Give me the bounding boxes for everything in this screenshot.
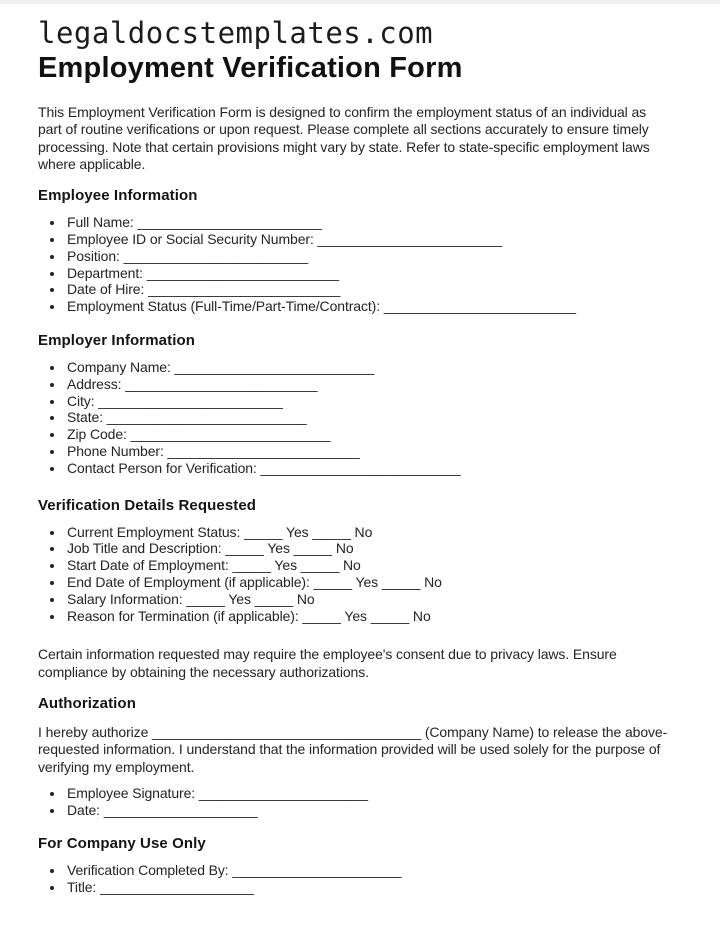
privacy-note-paragraph: Certain information requested may require the employee's consent due to privacy laws. Ensure compliance by obtaining the necessary authorizations.: [38, 646, 617, 680]
company-use-only-heading: For Company Use Only: [38, 835, 206, 853]
form-field-line: • Full Name: ________________________: [65, 214, 672, 231]
form-field-line: • City: ________________________: [65, 393, 672, 410]
section-verification-details: [38, 497, 672, 625]
form-field-line: • Date: ____________________: [65, 802, 672, 819]
employee-information-heading: Employee Information: [38, 187, 198, 205]
section-authorization: [38, 695, 672, 818]
form-field-line: • Department: _________________________: [65, 265, 672, 282]
document-title: Employment Verification Form: [38, 52, 463, 84]
company-use-only-list: [38, 862, 672, 896]
form-field-line: • Start Date of Employment: _____ Yes _____ No: [65, 557, 672, 574]
verification-details-list: [38, 524, 672, 625]
form-field-line: • Phone Number: _________________________: [65, 443, 672, 460]
section-employee-information: [38, 187, 672, 315]
authorization-signature-list: [38, 785, 672, 819]
employer-information-list: [38, 359, 672, 477]
intro-paragraph: This Employment Verification Form is designed to confirm the employment status of an individual as part of routine verifications or upon request. Please complete all sections accurately to ensure timely processing. Note that certain provisions might vary by state. Refer to state-specific employment laws where applicable.: [38, 104, 650, 172]
form-field-line: • Address: _________________________: [65, 376, 672, 393]
document-header: [38, 16, 672, 84]
authorization-heading: Authorization: [38, 694, 136, 712]
form-field-line: • Employee ID or Social Security Number: ________________________: [65, 231, 672, 248]
form-field-line: • Reason for Termination (if applicable): _____ Yes _____ No: [65, 608, 672, 625]
form-field-line: • Contact Person for Verification: __________________________: [65, 460, 672, 477]
form-field-line: • State: __________________________: [65, 409, 672, 426]
form-field-line: • Company Name: __________________________: [65, 359, 672, 376]
form-field-line: • Date of Hire: _________________________: [65, 281, 672, 298]
form-field-line: • Employment Status (Full-Time/Part-Time/Contract): _________________________: [65, 298, 672, 315]
form-field-line: • Position: ________________________: [65, 248, 672, 265]
form-field-line: • Zip Code: __________________________: [65, 426, 672, 443]
verification-details-heading: Verification Details Requested: [38, 496, 257, 514]
site-name: legaldocstemplates.com: [38, 16, 434, 50]
form-field-line: • End Date of Employment (if applicable): _____ Yes _____ No: [65, 574, 672, 591]
form-field-line: • Salary Information: _____ Yes _____ No: [65, 591, 672, 608]
employer-information-heading: Employer Information: [38, 331, 196, 349]
form-field-line: • Current Employment Status: _____ Yes _____ No: [65, 524, 672, 541]
page-top-edge: [0, 0, 720, 4]
section-company-use-only: [38, 835, 672, 896]
employee-information-list: [38, 214, 672, 315]
form-field-line: • Verification Completed By: ______________________: [65, 862, 672, 879]
form-field-line: • Job Title and Description: _____ Yes _____ No: [65, 540, 672, 557]
form-field-line: • Employee Signature: ______________________: [65, 785, 672, 802]
section-employer-information: [38, 332, 672, 477]
form-field-line: • Title: ____________________: [65, 879, 672, 896]
authorization-paragraph: I hereby authorize ___________________________________ (Company Name) to release the above-requested information. I understand that the information provided will be used solely for the purpose of verifying my employment.: [38, 723, 668, 775]
